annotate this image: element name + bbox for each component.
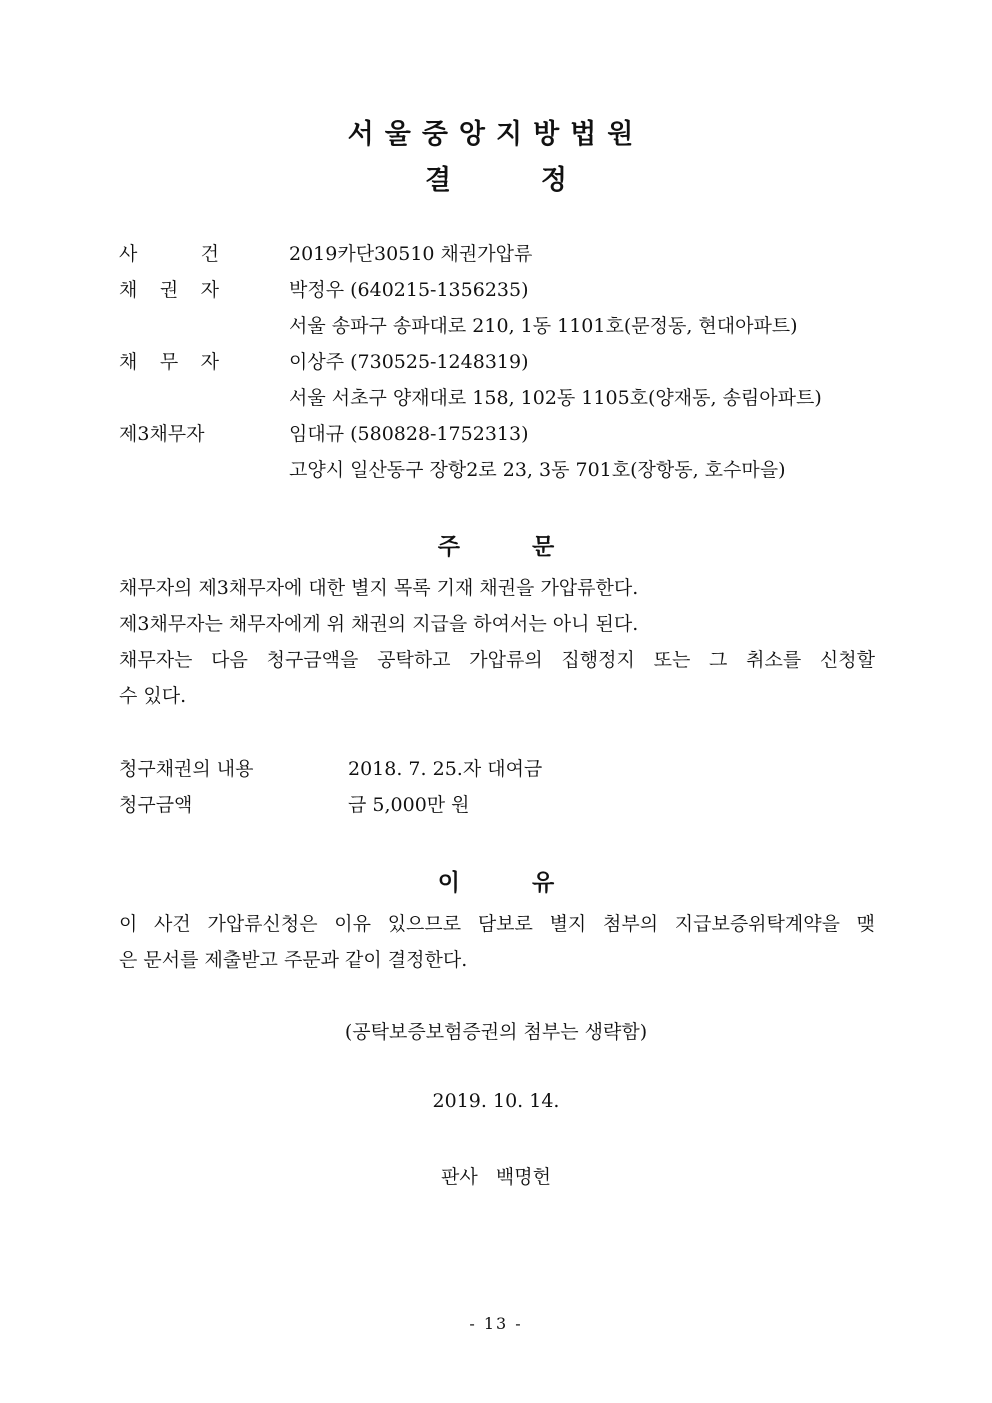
order-heading: 주 문 xyxy=(437,533,555,560)
reason-line: 이 사건 가압류신청은 이유 있으므로 담보로 별지 첨부의 지급보증위탁계약을 맺 xyxy=(119,913,875,935)
claim-amount-value: 금 5,000만 원 xyxy=(348,794,470,816)
decision-date: 2019. 10. 14. xyxy=(432,1090,560,1112)
creditor-name: 박정우 (640215-1356235) xyxy=(289,279,529,301)
claim-content-value: 2018. 7. 25.자 대여금 xyxy=(348,758,543,780)
document-title xyxy=(0,158,992,197)
reason-line: 은 문서를 제출받고 주문과 같이 결정한다. xyxy=(119,949,468,971)
judge-signature: 판사 백명헌 xyxy=(441,1166,551,1188)
order-line: 제3채무자는 채무자에게 위 채권의 지급을 하여서는 아니 된다. xyxy=(119,613,639,635)
third-debtor-address: 고양시 일산동구 장항2로 23, 3동 701호(장항동, 호수마을) xyxy=(289,459,786,481)
order-line: 채무자의 제3채무자에 대한 별지 목록 기재 채권을 가압류한다. xyxy=(119,577,639,599)
third-debtor-name: 임대규 (580828-1752313) xyxy=(289,423,529,445)
court-name: 서울중앙지방법원 xyxy=(347,119,645,150)
order-line: 수 있다. xyxy=(119,685,187,707)
note-text: (공탁보증보험증권의 첨부는 생략함) xyxy=(344,1021,648,1043)
claim-amount-label: 청구금액 xyxy=(119,794,193,816)
party-label-creditor: 채 권 자 xyxy=(119,279,219,301)
claim-content-label: 청구채권의 내용 xyxy=(119,758,254,780)
reason-text xyxy=(119,906,875,978)
party-label-debtor: 채 무 자 xyxy=(119,351,219,373)
creditor-address: 서울 송파구 송파대로 210, 1동 1101호(문정동, 현대아파트) xyxy=(289,315,798,337)
order-text xyxy=(119,570,875,714)
reason-heading: 이 유 xyxy=(437,869,555,896)
debtor-name: 이상주 (730525-1248319) xyxy=(289,351,529,373)
party-label-third-debtor: 제3채무자 xyxy=(119,423,205,445)
document-title-char-2: 정 xyxy=(540,165,567,196)
debtor-address: 서울 서초구 양재대로 158, 102동 1105호(양재동, 송림아파트) xyxy=(289,387,822,409)
order-line: 채무자는 다음 청구금액을 공탁하고 가압류의 집행정지 또는 그 취소를 신청할 xyxy=(119,649,875,671)
document-title-char-1: 결 xyxy=(425,165,452,196)
page-number: - 13 - xyxy=(469,1314,523,1333)
case-number: 2019카단30510 채권가압류 xyxy=(289,243,533,265)
party-label-case: 사 건 xyxy=(119,243,219,265)
